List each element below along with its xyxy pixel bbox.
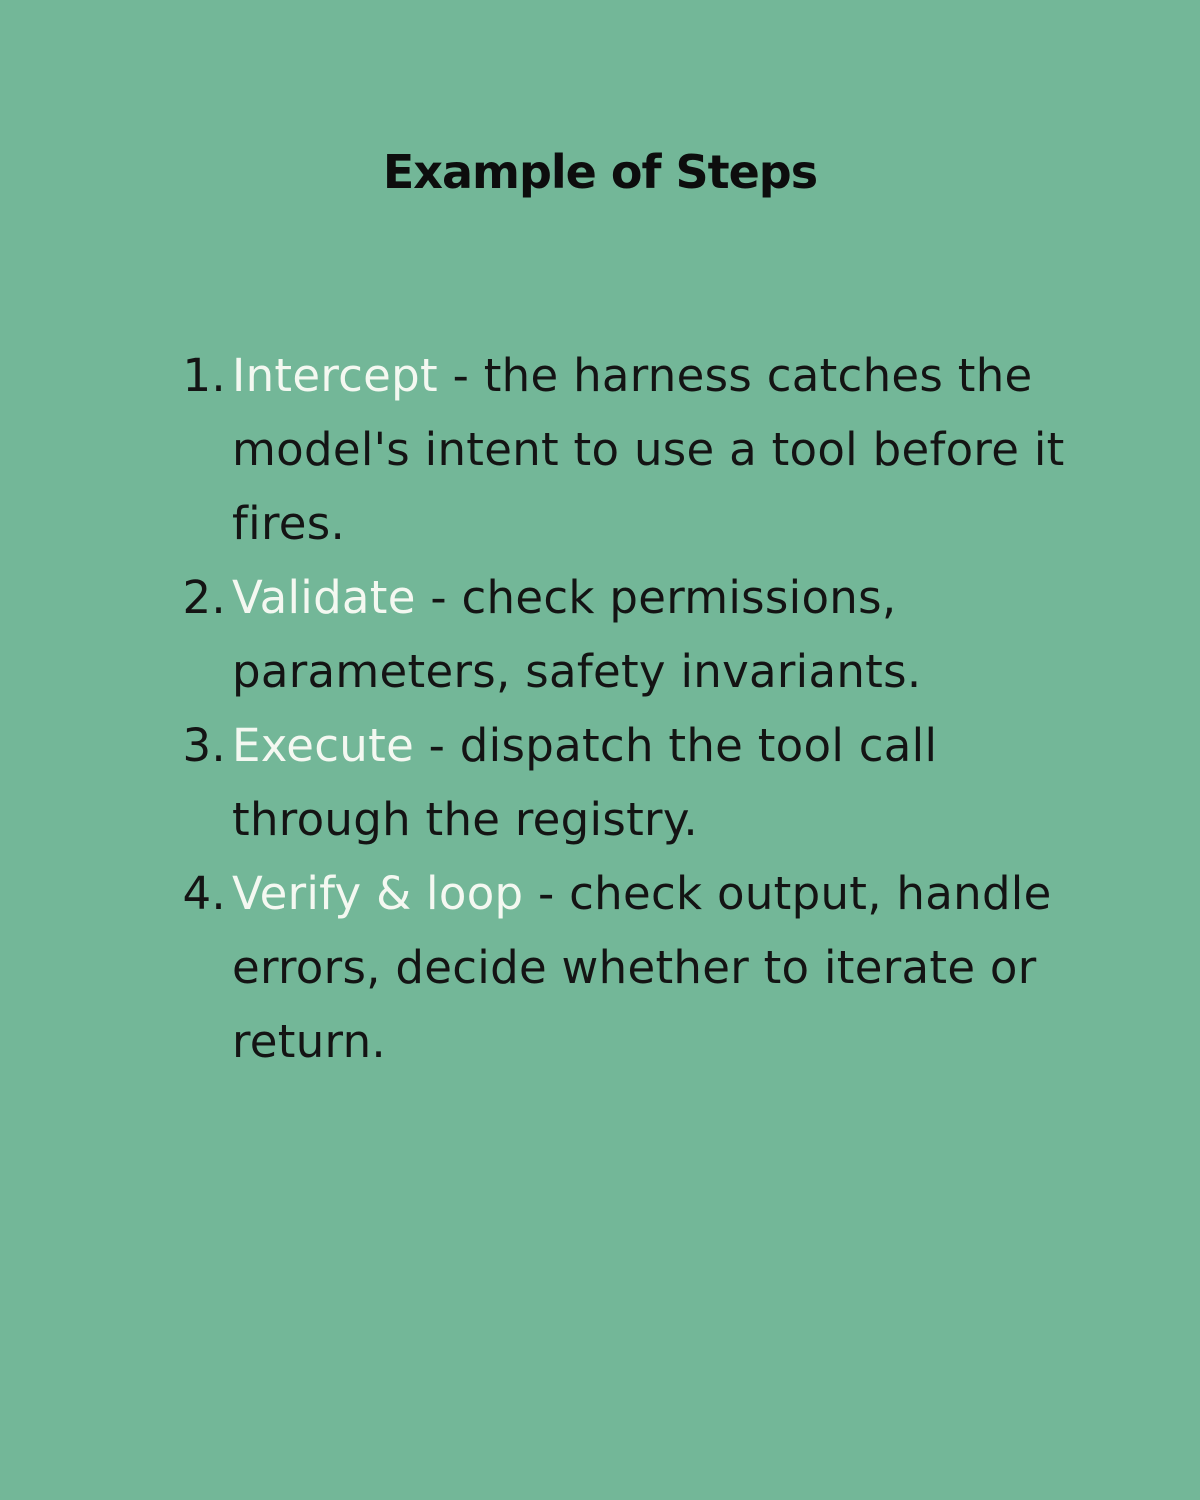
step-keyword: Intercept	[232, 349, 438, 402]
step-description: - check output, handle errors, decide whether to iterate or return.	[232, 867, 1052, 1068]
step-number: 3.	[182, 719, 226, 772]
step-item-execute	[0, 709, 1072, 857]
step-keyword: Execute	[232, 719, 415, 772]
step-keyword: Verify & loop	[232, 867, 524, 920]
step-description: - check permissions, parameters, safety invariants.	[232, 571, 922, 698]
step-description: - the harness catches the model's intent to use a tool before it fires.	[232, 349, 1065, 550]
step-keyword: Validate	[232, 571, 416, 624]
step-number: 2.	[182, 571, 226, 624]
steps-list	[0, 339, 1200, 1079]
step-item-intercept	[0, 339, 1072, 561]
step-number: 4.	[182, 867, 226, 920]
step-description: - dispatch the tool call through the registry.	[232, 719, 938, 846]
step-number: 1.	[182, 349, 226, 402]
step-item-verify-loop	[0, 857, 1072, 1079]
page-title: Example of Steps	[382, 145, 818, 199]
step-item-validate	[0, 561, 1072, 709]
